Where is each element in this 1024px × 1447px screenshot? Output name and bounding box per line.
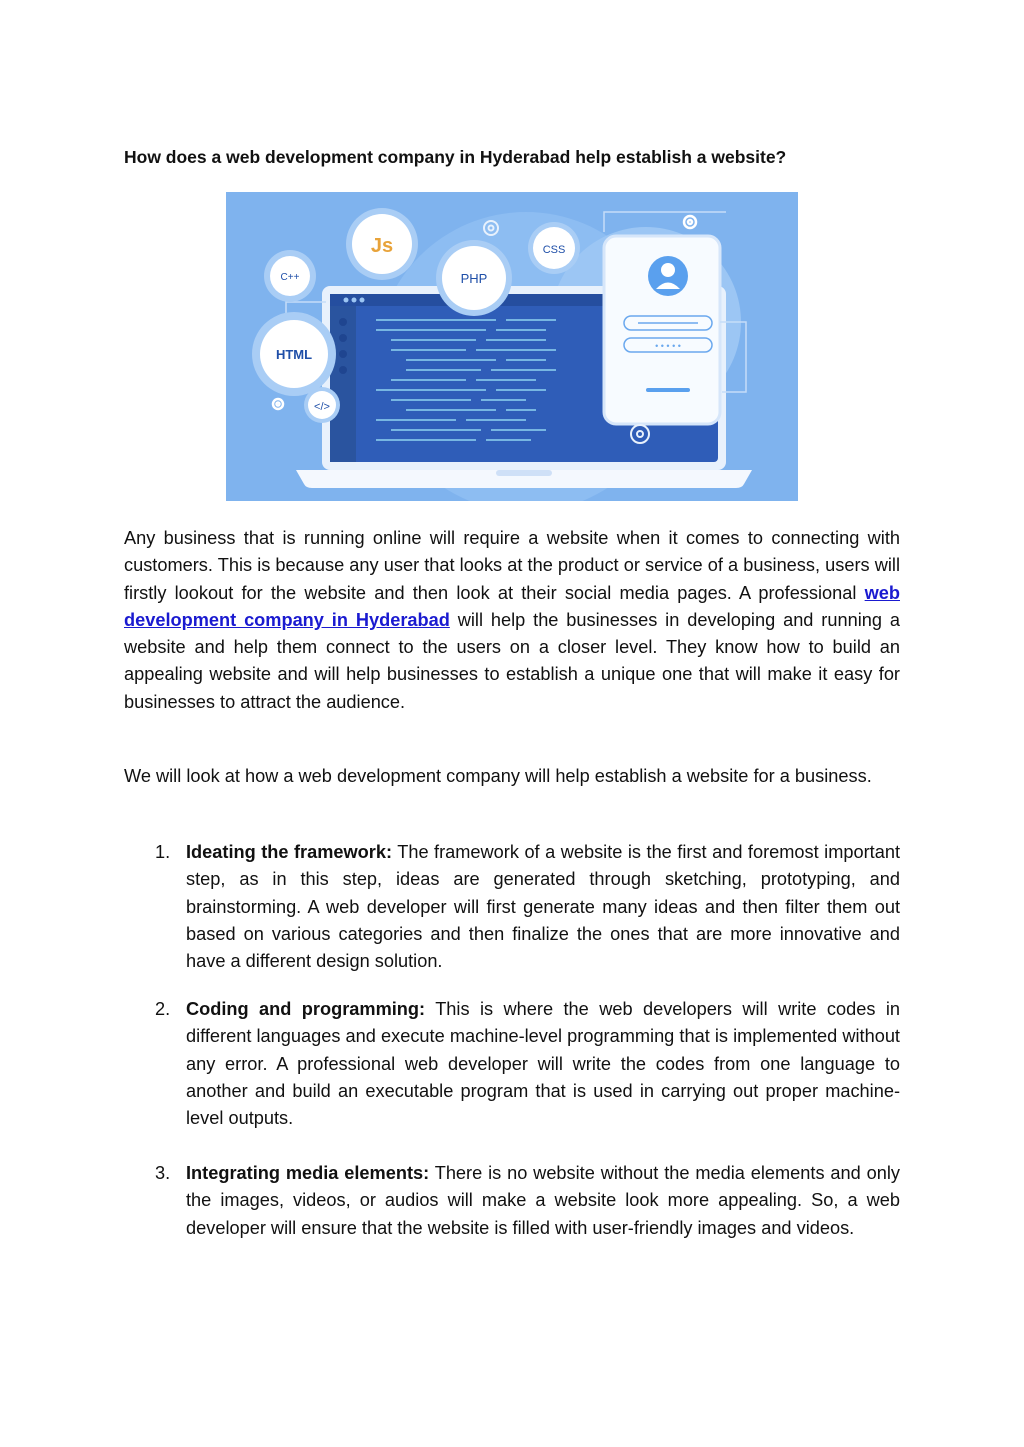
code-tag-bubble	[304, 387, 340, 423]
password-dots: • • • • •	[655, 341, 681, 351]
window-dot-icon	[344, 298, 349, 303]
intro-text-end: will help the businesses in developing and running a website and help them connect to the users on a closer level. They know how to build an appealing website and will help businesses to establish a unique one that will make it easy for businesses to attract the audience.	[124, 609, 900, 712]
window-dot-icon	[360, 298, 365, 303]
intro-text-start: Any business that is running online will require a website when it comes to connecting with customers. This is because any user that looks at the product or service of a business, users will firstly lookout for the website and then look at their social media pages. A professional	[124, 528, 900, 603]
js-label: Js	[370, 235, 394, 257]
list-item-number: 1.	[155, 842, 171, 862]
web-development-illustration	[226, 192, 798, 501]
document-title: How does a web development company in Hyderabad help establish a website?	[124, 147, 787, 167]
html-bubble	[252, 312, 336, 396]
hero-illustration	[226, 192, 798, 501]
css-bubble	[528, 222, 580, 274]
list-item-heading: Ideating the framework:	[186, 842, 393, 862]
gutter-dot-icon	[339, 318, 347, 326]
code-editor-gutter	[330, 306, 356, 462]
cpp-bubble	[264, 250, 316, 302]
intro-paragraph	[124, 525, 900, 716]
code-tag-label: </>	[314, 401, 330, 413]
html-label: HTML	[275, 347, 313, 362]
avatar-head	[661, 263, 675, 277]
list-item-heading: Integrating media elements:	[186, 1163, 430, 1183]
cpp-label: C++	[280, 272, 300, 283]
list-item-number: 3.	[155, 1163, 171, 1183]
list-item-body: The framework of a website is the first and foremost important step, as in this step, ideas are generated through sketching, prototyping, and brainstorming. A web developer will first generate many ideas and then filter them out based on various categories and then finalize the ones that are more innovative and have a different design solution.	[186, 842, 900, 972]
gutter-dot-icon	[339, 334, 347, 342]
gutter-dot-icon	[339, 350, 347, 358]
gear-icon	[684, 216, 696, 228]
php-bubble	[436, 240, 512, 316]
phone-home-bar	[646, 388, 690, 392]
overview-paragraph: We will look at how a web development company will help establish a website for a business.	[124, 766, 872, 786]
list-item-number: 2.	[155, 999, 171, 1019]
list-item-text	[186, 839, 900, 975]
gear-icon	[273, 399, 283, 409]
list-item-body: This is where the web developers will write codes in different languages and execute machine-level programming that is implemented without any error. A professional web developer will write the codes from one language to another and build an executable program that is used in carrying out proper machine-level outputs.	[186, 999, 901, 1129]
css-label: CSS	[542, 244, 566, 256]
js-bubble	[346, 208, 418, 280]
laptop-notch	[496, 470, 552, 476]
window-dot-icon	[352, 298, 357, 303]
list-item-text	[186, 996, 900, 1132]
web-development-company-link[interactable]: web development company in Hyderabad	[124, 582, 900, 630]
list-item-heading: Coding and programming:	[186, 999, 426, 1019]
list-item-text	[186, 1160, 900, 1242]
gutter-dot-icon	[339, 366, 347, 374]
php-label: PHP	[460, 271, 488, 286]
list-item-body: There is no website without the media elements and only the images, videos, or audios will make a website look more appealing. So, a web developer will ensure that the website is filled with user-friendly images and videos.	[186, 1163, 900, 1238]
